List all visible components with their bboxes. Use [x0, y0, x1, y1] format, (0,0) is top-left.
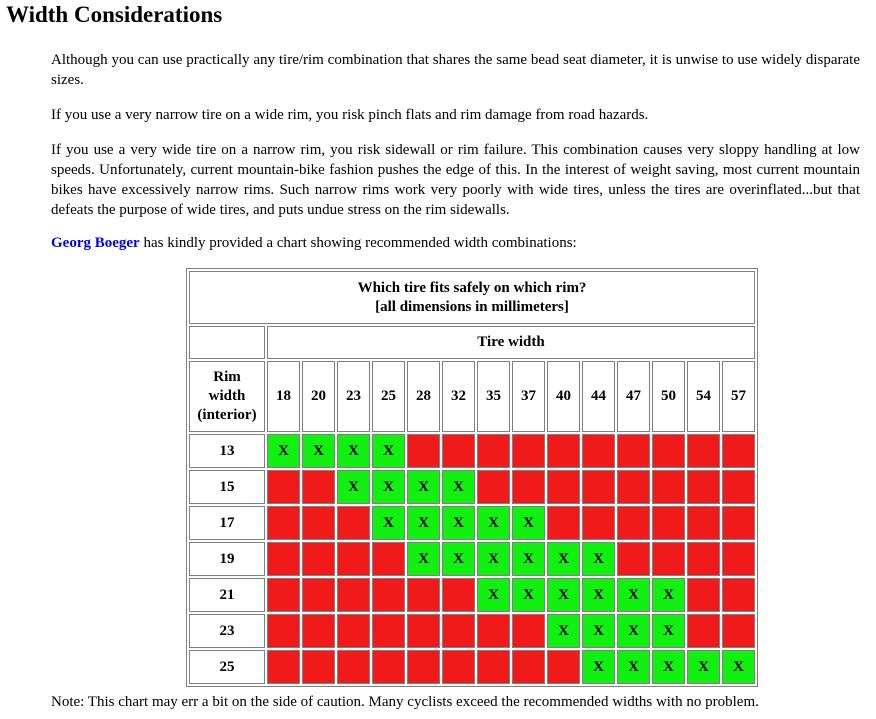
rim-width-value: 15 — [189, 470, 265, 504]
fit-ok-cell: X — [267, 434, 300, 468]
fit-ok-cell: X — [477, 542, 510, 576]
fit-not-ok-cell — [477, 650, 510, 684]
tire-width-header: 50 — [652, 361, 685, 432]
fit-not-ok-cell — [372, 542, 405, 576]
fit-ok-cell: X — [547, 614, 580, 648]
fit-not-ok-cell — [442, 578, 475, 612]
fit-ok-cell: X — [547, 542, 580, 576]
chart-title-line1: Which tire fits safely on which rim? — [357, 279, 587, 296]
fit-ok-cell: X — [652, 578, 685, 612]
fit-not-ok-cell — [617, 542, 650, 576]
fit-not-ok-cell — [442, 650, 475, 684]
author-link[interactable]: Georg Boeger — [51, 235, 140, 251]
credit-text: has kindly provided a chart showing recommended width combinations: — [139, 235, 577, 251]
fit-not-ok-cell — [582, 506, 615, 540]
tire-width-label: Tire width — [267, 326, 755, 359]
paragraph-intro: Although you can use practically any tire/rim combination that shares the same bead seat diameter, it is unwise to use widely disparate sizes. — [51, 52, 860, 88]
fit-not-ok-cell — [547, 470, 580, 504]
fit-not-ok-cell — [687, 578, 720, 612]
fit-not-ok-cell — [687, 434, 720, 468]
rim-row — [189, 470, 755, 504]
tire-rim-chart — [186, 268, 758, 687]
fit-ok-cell: X — [442, 542, 475, 576]
rim-width-value: 25 — [189, 650, 265, 684]
fit-not-ok-cell — [512, 434, 545, 468]
rim-header-line3: (interior) — [197, 407, 257, 423]
tire-width-header: 28 — [407, 361, 440, 432]
fit-not-ok-cell — [302, 614, 335, 648]
fit-not-ok-cell — [547, 650, 580, 684]
rim-row — [189, 614, 755, 648]
fit-not-ok-cell — [407, 650, 440, 684]
fit-not-ok-cell — [652, 470, 685, 504]
fit-not-ok-cell — [267, 578, 300, 612]
fit-not-ok-cell — [582, 470, 615, 504]
fit-not-ok-cell — [617, 470, 650, 504]
chart-title — [189, 271, 755, 324]
column-header-row — [189, 361, 755, 432]
fit-not-ok-cell — [512, 470, 545, 504]
tire-width-header: 47 — [617, 361, 650, 432]
fit-ok-cell: X — [652, 650, 685, 684]
tire-width-header: 37 — [512, 361, 545, 432]
chart-note: Note: This chart may err a bit on the side of caution. Many cyclists exceed the recommended widths with no problem. — [51, 694, 759, 710]
fit-ok-cell: X — [582, 650, 615, 684]
fit-ok-cell: X — [372, 434, 405, 468]
fit-not-ok-cell — [267, 650, 300, 684]
fit-ok-cell: X — [407, 470, 440, 504]
paragraph-narrow-tire: If you use a very narrow tire on a wide rim, you risk pinch flats and rim damage from road hazards. — [51, 107, 649, 123]
fit-ok-cell: X — [617, 578, 650, 612]
paragraph-credit — [51, 233, 860, 253]
fit-not-ok-cell — [407, 578, 440, 612]
fit-not-ok-cell — [372, 578, 405, 612]
fit-ok-cell: X — [582, 542, 615, 576]
fit-not-ok-cell — [617, 506, 650, 540]
tire-width-header: 23 — [337, 361, 370, 432]
tire-width-header: 44 — [582, 361, 615, 432]
rim-row — [189, 650, 755, 684]
rim-header-line2: width — [208, 388, 246, 404]
fit-ok-cell: X — [512, 578, 545, 612]
fit-not-ok-cell — [372, 614, 405, 648]
fit-ok-cell: X — [617, 650, 650, 684]
fit-not-ok-cell — [407, 434, 440, 468]
fit-ok-cell: X — [722, 650, 755, 684]
fit-not-ok-cell — [722, 470, 755, 504]
tire-width-label-row — [189, 326, 755, 359]
fit-not-ok-cell — [372, 650, 405, 684]
rim-row — [189, 434, 755, 468]
tire-width-header: 25 — [372, 361, 405, 432]
rim-width-value: 23 — [189, 614, 265, 648]
fit-not-ok-cell — [547, 434, 580, 468]
fit-ok-cell: X — [477, 506, 510, 540]
fit-not-ok-cell — [477, 434, 510, 468]
fit-not-ok-cell — [722, 578, 755, 612]
fit-not-ok-cell — [267, 542, 300, 576]
fit-not-ok-cell — [337, 542, 370, 576]
page-heading: Width Considerations — [6, 2, 223, 27]
fit-not-ok-cell — [582, 434, 615, 468]
fit-not-ok-cell — [442, 614, 475, 648]
fit-not-ok-cell — [302, 470, 335, 504]
fit-ok-cell: X — [407, 542, 440, 576]
rim-width-value: 13 — [189, 434, 265, 468]
fit-not-ok-cell — [337, 578, 370, 612]
rim-header-line1: Rim — [213, 369, 241, 385]
fit-ok-cell: X — [652, 614, 685, 648]
fit-ok-cell: X — [372, 470, 405, 504]
tire-width-header: 20 — [302, 361, 335, 432]
fit-not-ok-cell — [337, 650, 370, 684]
rim-row — [189, 506, 755, 540]
chart-title-line2: [all dimensions in millimeters] — [375, 298, 569, 315]
tire-width-header: 54 — [687, 361, 720, 432]
fit-not-ok-cell — [337, 614, 370, 648]
rim-row — [189, 578, 755, 612]
fit-not-ok-cell — [477, 614, 510, 648]
fit-ok-cell: X — [687, 650, 720, 684]
fit-ok-cell: X — [512, 542, 545, 576]
rim-width-value: 17 — [189, 506, 265, 540]
fit-ok-cell: X — [442, 470, 475, 504]
fit-not-ok-cell — [302, 542, 335, 576]
chart-title-row — [189, 271, 755, 324]
tire-width-header: 35 — [477, 361, 510, 432]
fit-not-ok-cell — [722, 542, 755, 576]
fit-ok-cell: X — [337, 434, 370, 468]
fit-not-ok-cell — [512, 614, 545, 648]
fit-not-ok-cell — [687, 542, 720, 576]
fit-ok-cell: X — [582, 578, 615, 612]
fit-not-ok-cell — [722, 506, 755, 540]
fit-not-ok-cell — [617, 434, 650, 468]
fit-not-ok-cell — [302, 506, 335, 540]
fit-not-ok-cell — [302, 650, 335, 684]
fit-not-ok-cell — [302, 578, 335, 612]
rim-width-header — [189, 361, 265, 432]
fit-ok-cell: X — [617, 614, 650, 648]
paragraph-wide-tire: If you use a very wide tire on a narrow rim, you risk sidewall or rim failure. This combination causes very sloppy handling at low speeds. Unfortunately, current mountain-bike fashion pushes the edge of this. In the interest of weight saving, most current mountain bikes have excessively narrow rims. Such narrow rims work very poorly with wide tires, unless the tires are overinflated...but that defeats the purpose of wide tires, and puts undue stress on the rim sidewalls. — [51, 142, 860, 218]
fit-not-ok-cell — [267, 506, 300, 540]
fit-not-ok-cell — [687, 614, 720, 648]
fit-not-ok-cell — [652, 542, 685, 576]
fit-not-ok-cell — [687, 506, 720, 540]
fit-not-ok-cell — [687, 470, 720, 504]
rim-width-value: 21 — [189, 578, 265, 612]
fit-ok-cell: X — [477, 578, 510, 612]
rim-width-value: 19 — [189, 542, 265, 576]
fit-ok-cell: X — [512, 506, 545, 540]
fit-ok-cell: X — [372, 506, 405, 540]
fit-not-ok-cell — [722, 614, 755, 648]
fit-not-ok-cell — [337, 506, 370, 540]
fit-not-ok-cell — [267, 614, 300, 648]
fit-not-ok-cell — [512, 650, 545, 684]
fit-not-ok-cell — [547, 506, 580, 540]
tire-width-header: 40 — [547, 361, 580, 432]
empty-corner-cell — [189, 326, 265, 359]
fit-ok-cell: X — [442, 506, 475, 540]
fit-not-ok-cell — [442, 434, 475, 468]
fit-ok-cell: X — [547, 578, 580, 612]
fit-not-ok-cell — [652, 506, 685, 540]
fit-not-ok-cell — [407, 614, 440, 648]
fit-not-ok-cell — [477, 470, 510, 504]
rim-row — [189, 542, 755, 576]
fit-ok-cell: X — [302, 434, 335, 468]
fit-not-ok-cell — [722, 434, 755, 468]
fit-ok-cell: X — [407, 506, 440, 540]
fit-not-ok-cell — [267, 470, 300, 504]
tire-width-header: 18 — [267, 361, 300, 432]
fit-not-ok-cell — [652, 434, 685, 468]
fit-ok-cell: X — [337, 470, 370, 504]
tire-width-header: 32 — [442, 361, 475, 432]
fit-ok-cell: X — [582, 614, 615, 648]
tire-width-header: 57 — [722, 361, 755, 432]
